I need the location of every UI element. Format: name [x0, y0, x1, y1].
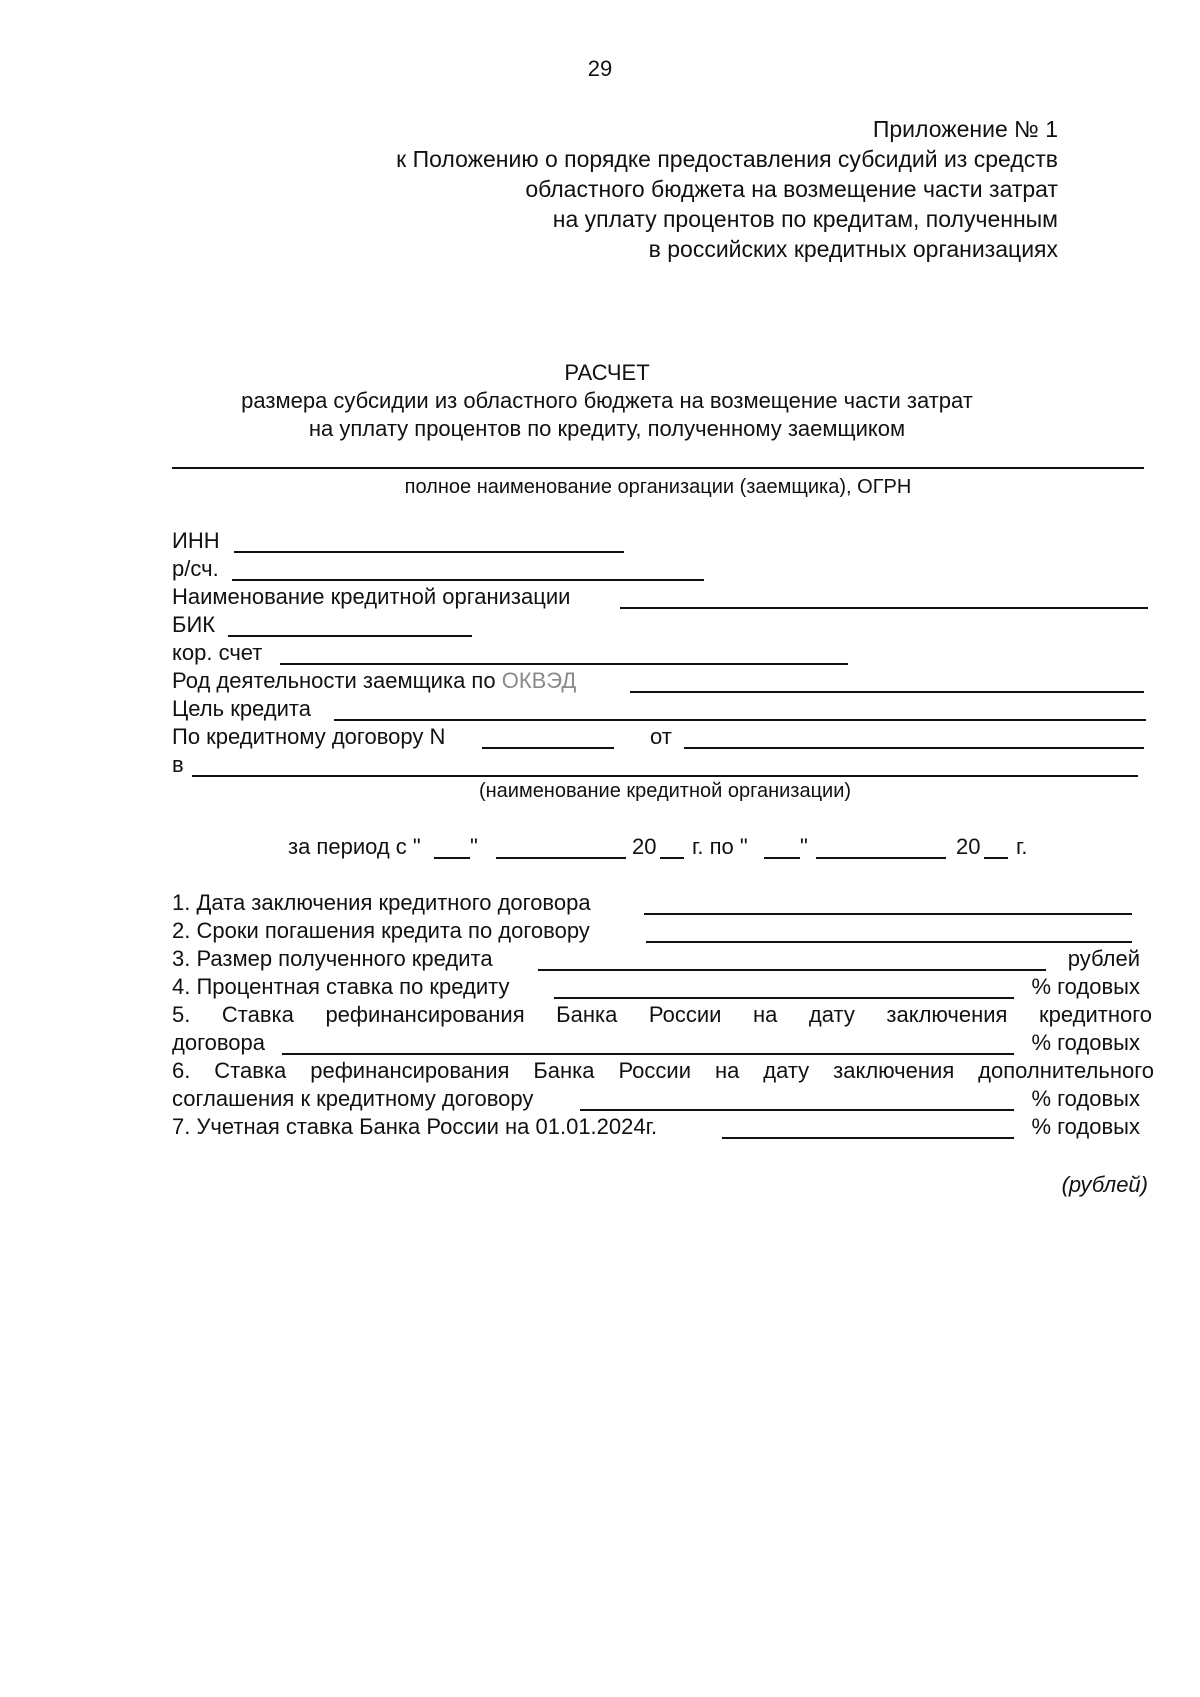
item-6-line2: соглашения к кредитному договору — [172, 1086, 534, 1111]
period-quote2: " — [800, 834, 808, 859]
period-year1-prefix: 20 — [632, 834, 657, 859]
doc-subtitle-line2: на уплату процентов по кредиту, полученному заемщиком — [308, 416, 906, 441]
bank-name-label: Наименование кредитной организации — [172, 584, 571, 609]
period-quote1: " — [470, 834, 478, 859]
item-6-line1: 6. Ставка рефинансирования Банка России на дату заключения дополнительного — [172, 1058, 1154, 1083]
item-2-label: 2. Сроки погашения кредита по договору — [172, 918, 590, 943]
period-g1: г. по " — [692, 834, 748, 859]
org-name-line[interactable] — [172, 467, 1144, 469]
account-line[interactable] — [232, 579, 704, 581]
account-label: р/сч. — [172, 556, 219, 581]
period-day1-line[interactable] — [434, 857, 470, 859]
annex-title: Приложение № 1 — [872, 116, 1058, 142]
item-5-line1: 5. Ставка рефинансирования Банка России на дату заключения кредитного — [172, 1002, 1152, 1027]
currency-note: (рублей) — [1061, 1172, 1148, 1197]
annex-line: областного бюджета на возмещение части затрат — [525, 176, 1058, 202]
inn-line[interactable] — [234, 551, 624, 553]
org-name-caption: полное наименование организации (заемщика), ОГРН — [404, 476, 912, 498]
item-7-label: 7. Учетная ставка Банка России на 01.01.2024г. — [172, 1114, 658, 1139]
corr-account-line[interactable] — [280, 663, 848, 665]
item-4-line[interactable] — [554, 997, 1014, 999]
item-3-label: 3. Размер полученного кредита — [172, 946, 493, 971]
item-4-label: 4. Процентная ставка по кредиту — [172, 974, 510, 999]
annex-line: к Положению о порядке предоставления субсидий из средств — [396, 146, 1058, 172]
period-month2-line[interactable] — [816, 857, 946, 859]
period-year1-line[interactable] — [660, 857, 684, 859]
item-4-unit: % годовых — [1031, 974, 1140, 999]
period-g2: г. — [1016, 834, 1028, 859]
okved-label: ОКВЭД — [501, 668, 577, 693]
item-5-unit: % годовых — [1031, 1030, 1140, 1055]
bank-name-line[interactable] — [620, 607, 1148, 609]
contract-label: По кредитному договору N — [172, 724, 446, 749]
doc-subtitle-line1: размера субсидии из областного бюджета на возмещение части затрат — [241, 388, 973, 413]
period-day2-line[interactable] — [764, 857, 800, 859]
bank-in-label: в — [172, 752, 184, 777]
period-month1-line[interactable] — [496, 857, 626, 859]
activity-prefix: Род деятельности заемщика по — [172, 668, 496, 693]
bik-label: БИК — [172, 612, 216, 637]
doc-title: РАСЧЕТ — [564, 360, 650, 385]
item-1-line[interactable] — [644, 913, 1132, 915]
period-year2-prefix: 20 — [956, 834, 981, 859]
annex-line: на уплату процентов по кредитам, полученным — [552, 206, 1058, 232]
item-7-line[interactable] — [722, 1137, 1014, 1139]
purpose-line[interactable] — [334, 719, 1146, 721]
item-5-line[interactable] — [282, 1053, 1014, 1055]
inn-label: ИНН — [172, 528, 220, 553]
bank-caption: (наименование кредитной организации) — [478, 780, 852, 802]
item-2-line[interactable] — [646, 941, 1132, 943]
contract-date-line[interactable] — [684, 747, 1144, 749]
corr-account-label: кор. счет — [172, 640, 263, 665]
bank-in-line[interactable] — [192, 775, 1138, 777]
contract-from-label: от — [650, 724, 672, 749]
activity-label — [172, 668, 576, 694]
item-1-label: 1. Дата заключения кредитного договора — [172, 890, 591, 915]
period-year2-line[interactable] — [984, 857, 1008, 859]
page-number: 29 — [587, 56, 613, 81]
activity-line[interactable] — [630, 691, 1144, 693]
item-6-unit: % годовых — [1031, 1086, 1140, 1111]
contract-number-line[interactable] — [482, 747, 614, 749]
period-prefix: за период с " — [288, 834, 421, 859]
item-6-line[interactable] — [580, 1109, 1014, 1111]
item-5-line2: договора — [172, 1030, 265, 1055]
annex-line: в российских кредитных организациях — [648, 236, 1058, 262]
item-3-unit: рублей — [1067, 946, 1140, 971]
bik-line[interactable] — [228, 635, 472, 637]
item-7-unit: % годовых — [1031, 1114, 1140, 1139]
item-3-line[interactable] — [538, 969, 1046, 971]
purpose-label: Цель кредита — [172, 696, 311, 721]
